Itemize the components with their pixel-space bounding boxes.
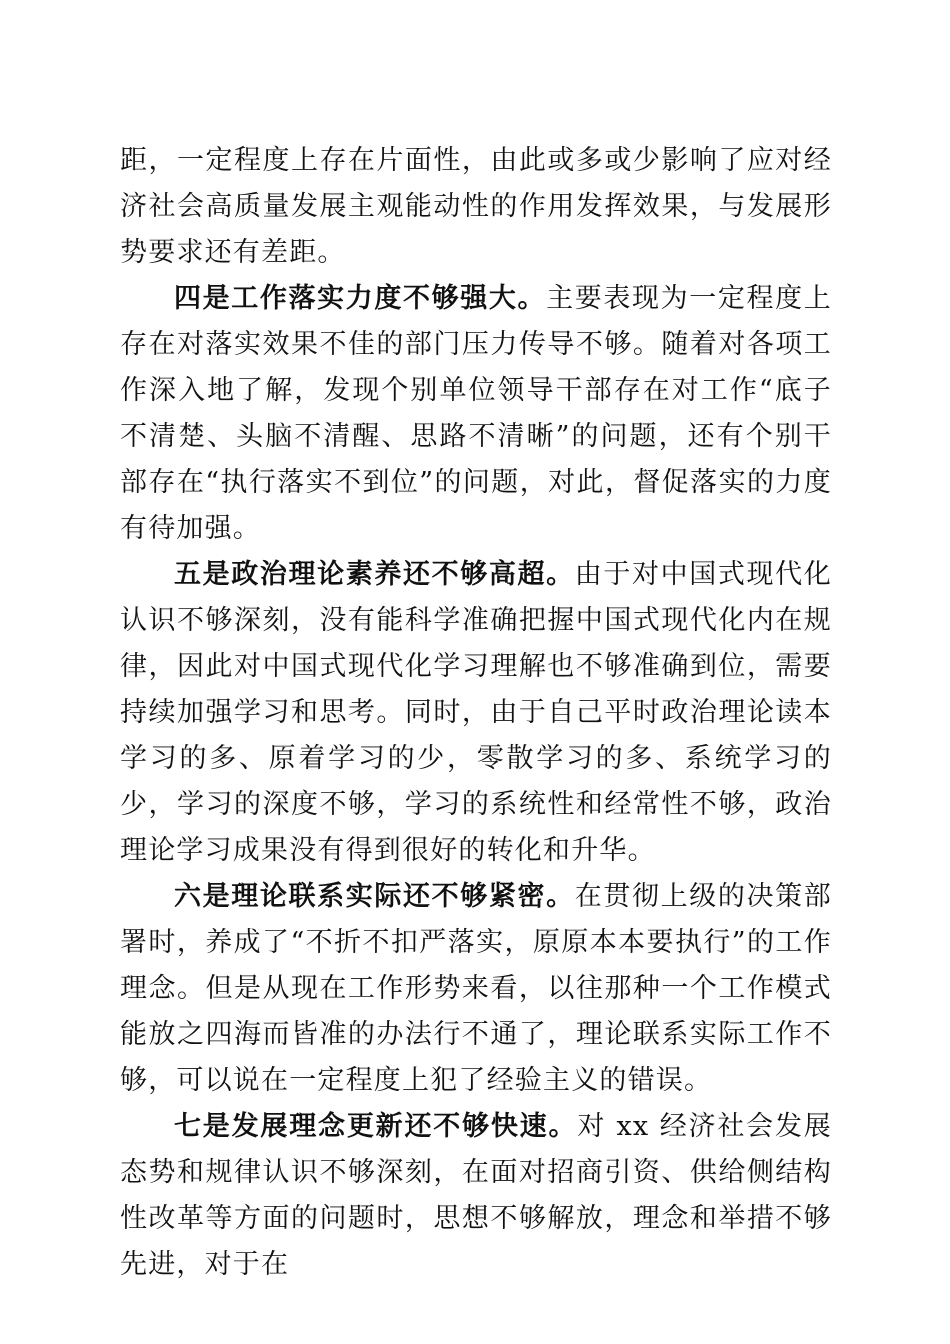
- paragraph-heading: 四是工作落实力度不够强大。: [174, 283, 547, 314]
- paragraph-text: 对 xx 经济社会发展态势和规律认识不够深刻，在面对招商引资、供给侧结构性改革等方面的问题时，思想不够解放，理念和举措不够先进，对于在: [120, 1111, 832, 1280]
- paragraph-continuation: [120, 138, 832, 276]
- paragraph-heading: 五是政治理论素养还不够高超。: [174, 559, 575, 590]
- paragraph-four: [120, 276, 832, 552]
- paragraph-text: 主要表现为一定程度上存在对落实效果不佳的部门压力传导不够。随着对各项工作深入地了解，发现个别单位领导干部存在对工作“底子不清楚、头脑不清醒、思路不清晰”的问题，还有个别干部存在“执行落实不到位”的问题，对此，督促落实的力度有待加强。: [120, 283, 832, 544]
- paragraph-six: [120, 874, 832, 1104]
- paragraph-text: 在贯彻上级的决策部署时，养成了“不折不扣严落实，原原本本要执行”的工作理念。但是从现在工作形势来看，以往那种一个工作模式能放之四海而皆准的办法行不通了，理论联系实际工作不够，可以说在一定程度上犯了经验主义的错误。: [120, 881, 832, 1096]
- paragraph-text: 由于对中国式现代化认识不够深刻，没有能科学准确把握中国式现代化内在规律，因此对中国式现代化学习理解也不够准确到位，需要持续加强学习和思考。同时，由于自己平时政治理论读本学习的多、原着学习的少，零散学习的多、系统学习的少，学习的深度不够，学习的系统性和经常性不够，政治理论学习成果没有得到很好的转化和升华。: [120, 559, 832, 866]
- paragraph-heading: 六是理论联系实际还不够紧密。: [174, 881, 575, 912]
- document-body: [120, 138, 832, 1288]
- paragraph-five: [120, 552, 832, 874]
- paragraph-heading: 七是发展理念更新还不够快速。: [174, 1111, 578, 1142]
- paragraph-text: 距，一定程度上存在片面性，由此或多或少影响了应对经济社会高质量发展主观能动性的作用发挥效果，与发展形势要求还有差距。: [120, 145, 832, 268]
- paragraph-seven: [120, 1104, 832, 1288]
